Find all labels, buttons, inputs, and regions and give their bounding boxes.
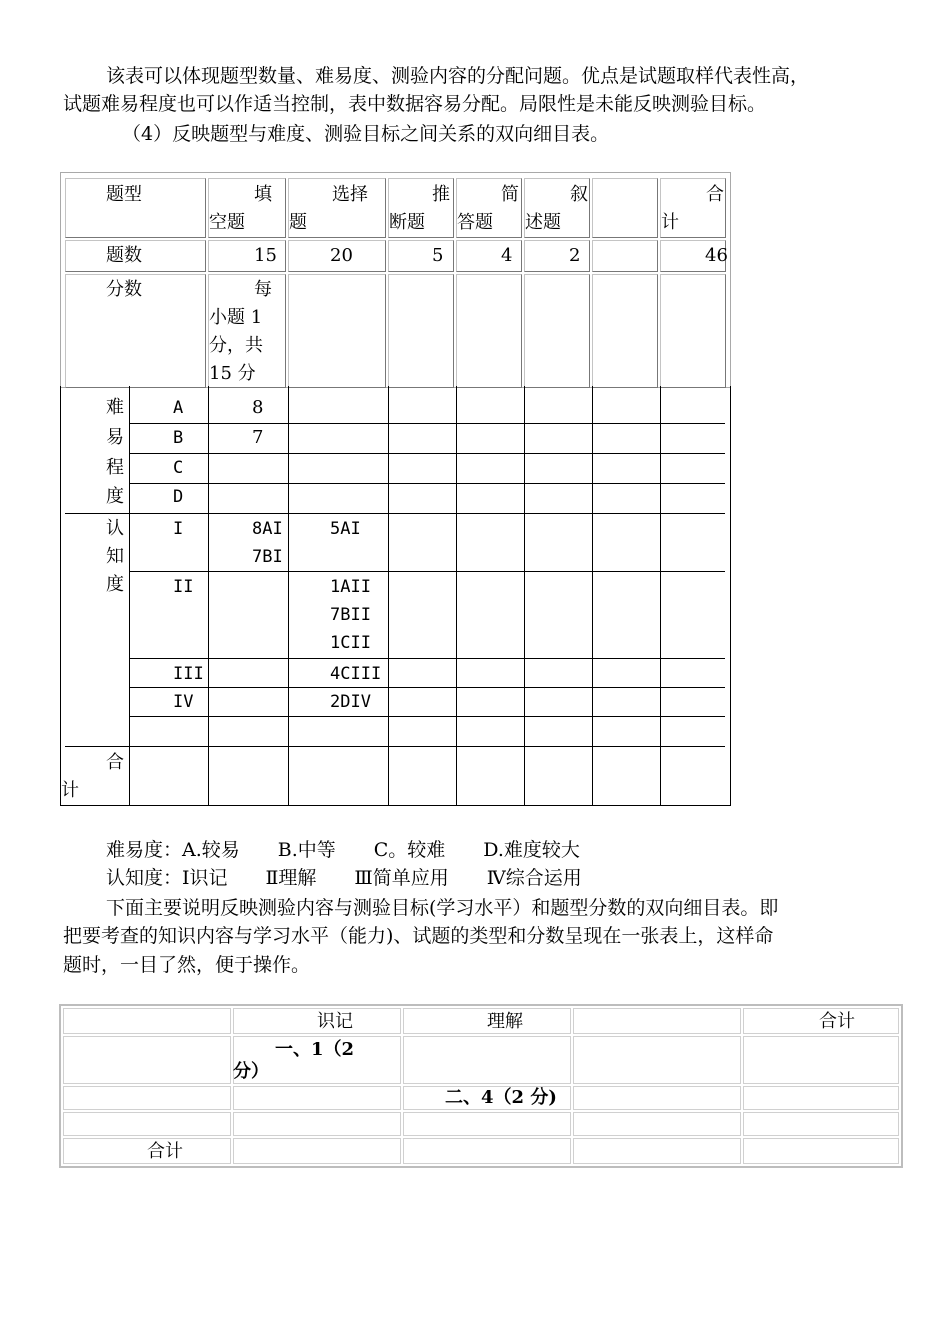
t2-cell xyxy=(63,1008,231,1034)
t2-cell xyxy=(573,1036,741,1084)
cognition-iii-choice: 4CIII xyxy=(330,664,382,684)
difficulty-label-1: 难 xyxy=(106,397,124,418)
difficulty-d: D xyxy=(173,487,184,507)
grid-line xyxy=(129,423,725,424)
count-cell-blank xyxy=(592,240,658,272)
score-text-4: 15 分 xyxy=(209,363,256,384)
cognition-ii-choice-3: 1CII xyxy=(330,633,371,653)
header-judge-2: 断题 xyxy=(389,212,425,233)
grid-line xyxy=(129,687,725,688)
t2-cell xyxy=(63,1036,231,1084)
t2-item-1a: 一、1（2 xyxy=(275,1039,355,1060)
score-cell-judge xyxy=(388,274,454,388)
difficulty-label-3: 程 xyxy=(106,457,124,478)
score-label: 分数 xyxy=(106,279,142,300)
grid-line xyxy=(388,386,389,806)
t2-cell xyxy=(63,1112,231,1136)
grid-line xyxy=(60,386,61,806)
cognition-ii-choice-1: 1AII xyxy=(330,577,371,597)
cognition-label-1: 认 xyxy=(106,518,124,539)
grid-line xyxy=(129,716,725,717)
difficulty-a-fill: 8 xyxy=(252,397,264,418)
difficulty-legend: 难易度：A.较易 B.中等 C。较难 D.难度较大 xyxy=(106,839,580,861)
grid-line xyxy=(129,658,725,659)
difficulty-a: A xyxy=(173,398,184,418)
t2-cell xyxy=(573,1112,741,1136)
count-short: 4 xyxy=(501,245,513,266)
difficulty-c: C xyxy=(173,458,184,478)
t2-cell xyxy=(403,1138,571,1164)
cognition-iv-choice: 2DIV xyxy=(330,692,371,712)
score-cell-choice xyxy=(288,274,386,388)
t2-cell xyxy=(403,1036,571,1084)
grid-line xyxy=(524,386,525,806)
count-narr: 2 xyxy=(569,245,581,266)
header-fill-2: 空题 xyxy=(209,212,245,233)
t2-item-2: 二、4（2 分) xyxy=(445,1087,557,1108)
t2-cell xyxy=(233,1112,401,1136)
grid-line xyxy=(129,453,725,454)
difficulty-b: B xyxy=(173,428,184,448)
score-cell-total xyxy=(660,274,726,388)
header-type: 题型 xyxy=(106,184,142,205)
score-cell-narr xyxy=(524,274,590,388)
t2-cell xyxy=(743,1112,899,1136)
difficulty-b-fill: 7 xyxy=(252,427,264,448)
count-label: 题数 xyxy=(106,245,142,266)
header-total-1: 合 xyxy=(706,184,724,205)
header-fill-1: 填 xyxy=(254,184,272,205)
grid-line xyxy=(60,805,731,806)
cognition-i-fill-2: 7BI xyxy=(252,547,283,567)
para2-line-2: 把要考查的知识内容与学习水平（能力)、试题的类型和分数呈现在一张表上，这样命 xyxy=(63,925,774,947)
total-label-1: 合 xyxy=(106,752,124,773)
grid-line xyxy=(65,513,725,514)
t2-cell xyxy=(233,1138,401,1164)
grid-line xyxy=(129,386,130,806)
section-heading: （4）反映题型与难度、测验目标之间关系的双向细目表。 xyxy=(122,123,610,145)
grid-line xyxy=(592,386,593,806)
cognition-ii-choice-2: 7BII xyxy=(330,605,371,625)
header-cell-blank xyxy=(592,178,658,238)
grid-line xyxy=(660,386,661,806)
header-choice-1: 选择 xyxy=(332,184,368,205)
t2-cell xyxy=(573,1008,741,1034)
grid-line xyxy=(65,746,725,747)
header-short-2: 答题 xyxy=(457,212,493,233)
grid-line xyxy=(730,386,731,806)
cognition-label-3: 度 xyxy=(106,574,124,595)
cognition-i: I xyxy=(173,519,184,539)
t2-cell xyxy=(743,1138,899,1164)
intro-line-1: 该表可以体现题型数量、难易度、测验内容的分配问题。优点是试题取样代表性高， xyxy=(106,65,810,87)
t2-item-1b: 分） xyxy=(233,1061,269,1082)
header-narr-1: 叙 xyxy=(570,184,588,205)
cognition-label-2: 知 xyxy=(106,546,124,567)
cognition-legend: 认知度：Ⅰ识记 Ⅱ理解 Ⅲ简单应用 Ⅳ综合运用 xyxy=(106,867,582,889)
t2-header-understand: 理解 xyxy=(487,1011,523,1032)
grid-line xyxy=(129,571,725,572)
count-choice: 20 xyxy=(330,245,353,266)
score-text-3: 分，共 xyxy=(209,335,263,356)
header-short-1: 简 xyxy=(501,184,519,205)
t2-cell xyxy=(573,1086,741,1110)
t2-cell xyxy=(573,1138,741,1164)
t2-cell xyxy=(403,1112,571,1136)
grid-line xyxy=(288,386,289,806)
difficulty-label-4: 度 xyxy=(106,486,124,507)
grid-line xyxy=(208,386,209,806)
t2-header-recall: 识记 xyxy=(317,1011,353,1032)
header-choice-2: 题 xyxy=(289,212,307,233)
count-fill: 15 xyxy=(254,245,277,266)
cognition-i-fill-1: 8AI xyxy=(252,519,283,539)
count-total: 46 xyxy=(705,245,728,266)
count-cell-judge xyxy=(388,240,454,272)
cognition-iv: IV xyxy=(173,692,194,712)
t2-cell xyxy=(743,1036,899,1084)
header-total-2: 计 xyxy=(661,212,679,233)
count-judge: 5 xyxy=(432,245,444,266)
grid-line xyxy=(129,483,725,484)
score-text-2: 小题 1 xyxy=(209,307,263,328)
score-cell-short xyxy=(456,274,522,388)
t2-total-label: 合计 xyxy=(147,1141,183,1162)
para2-line-3: 题时，一目了然，便于操作。 xyxy=(63,954,311,976)
cognition-iii: III xyxy=(173,664,204,684)
cognition-i-choice: 5AI xyxy=(330,519,361,539)
t2-cell xyxy=(63,1086,231,1110)
grid-line xyxy=(456,386,457,806)
spec-table-difficulty xyxy=(60,172,731,806)
t2-cell xyxy=(743,1086,899,1110)
header-judge-1: 推 xyxy=(432,184,450,205)
difficulty-label-2: 易 xyxy=(106,427,124,448)
cognition-ii: II xyxy=(173,577,194,597)
t2-cell xyxy=(233,1086,401,1110)
para2-line-1: 下面主要说明反映测验内容与测验目标(学习水平）和题型分数的双向细目表。即 xyxy=(106,897,779,919)
header-narr-2: 述题 xyxy=(525,212,561,233)
t2-header-total: 合计 xyxy=(819,1011,855,1032)
score-text-1: 每 xyxy=(254,279,272,300)
total-label-2: 计 xyxy=(61,780,79,801)
spec-table-content xyxy=(59,1004,903,1168)
intro-line-2: 试题难易程度也可以作适当控制，表中数据容易分配。局限性是未能反映测验目标。 xyxy=(63,93,767,115)
score-cell-blank xyxy=(592,274,658,388)
